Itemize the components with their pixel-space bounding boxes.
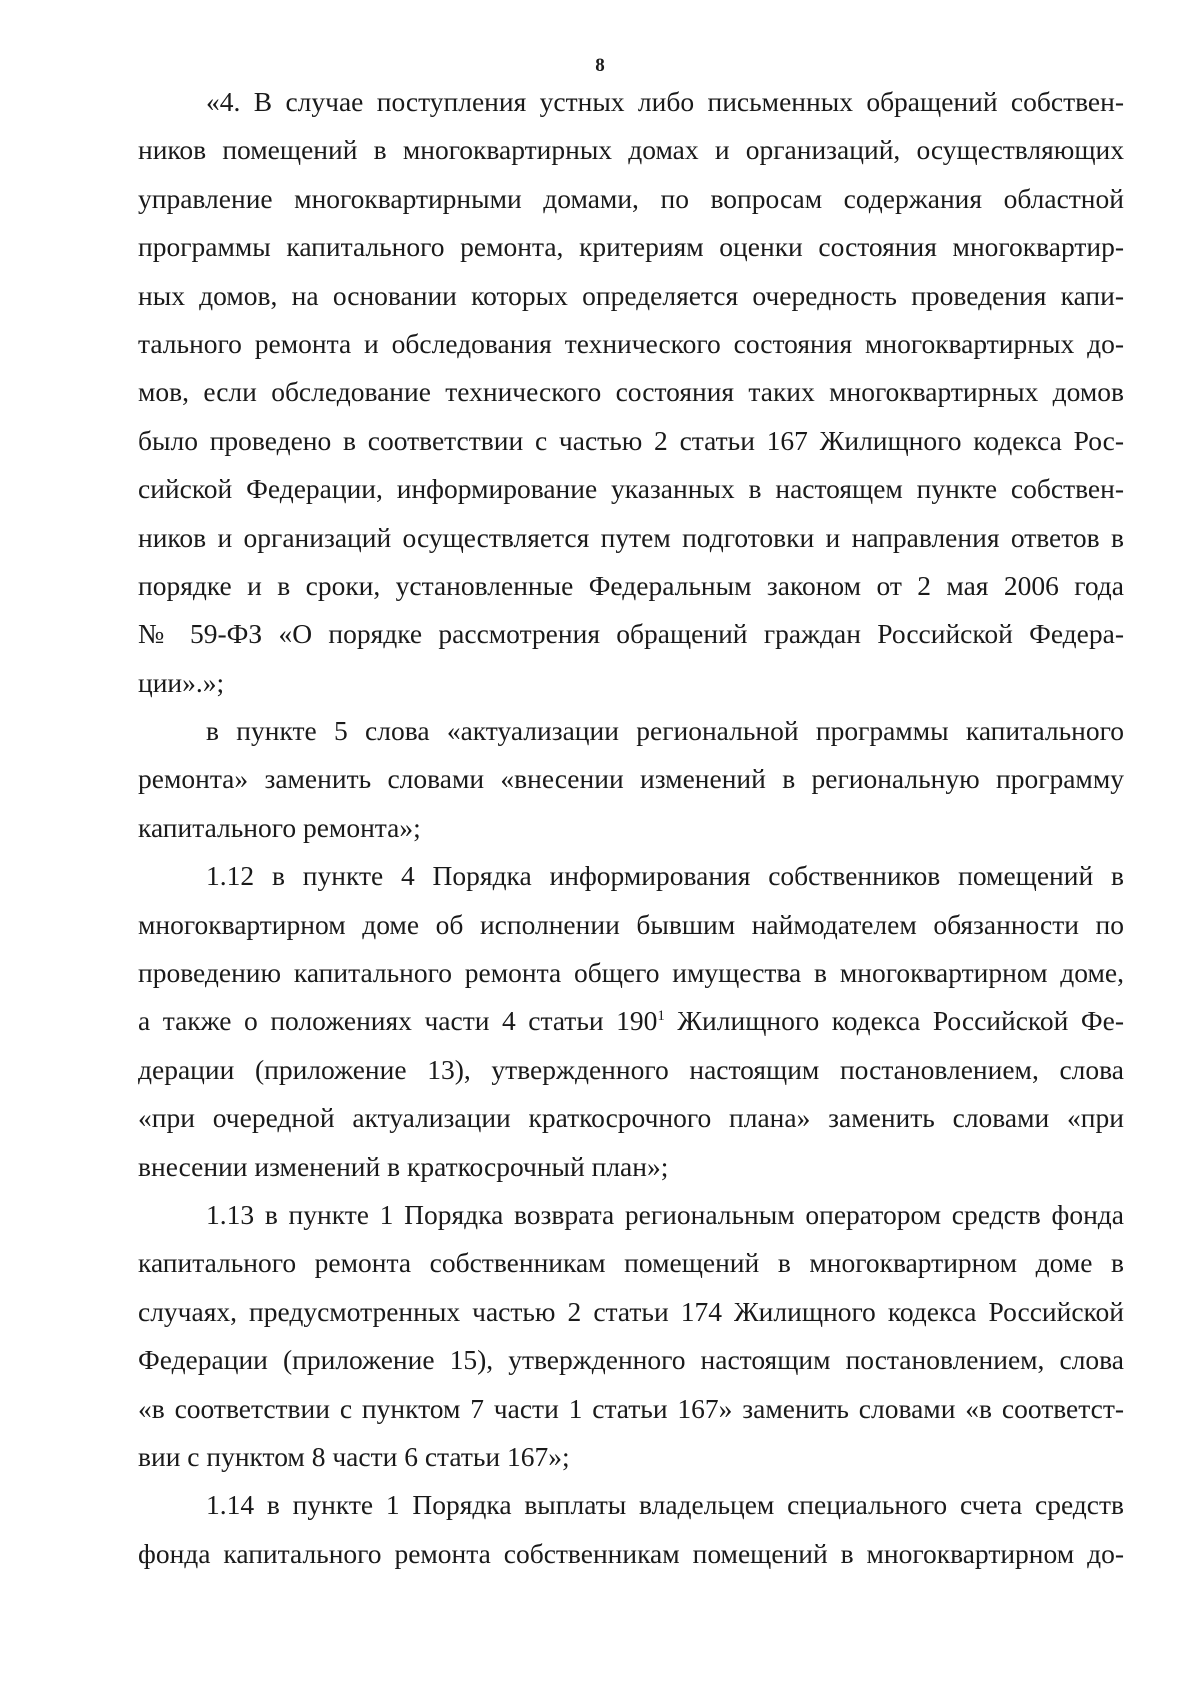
- text-line: [138, 1336, 1124, 1384]
- text-line-content: ников и организаций осуществляется путем подготовки и направления ответов в: [138, 521, 1124, 553]
- text-line-content: «при очередной актуализации краткосрочного плана» заменить словами «при: [138, 1102, 1124, 1134]
- text-line: [138, 368, 1124, 416]
- text-line: [138, 659, 1124, 707]
- text-line: [138, 1385, 1124, 1433]
- text-line: [138, 1143, 1124, 1191]
- text-line: [138, 175, 1124, 223]
- text-line: [138, 610, 1124, 658]
- text-line-content: ников помещений в многоквартирных домах и организаций, осуществляющих: [138, 134, 1124, 166]
- text-line: [138, 852, 1124, 900]
- text-line-content: управление многоквартирными домами, по вопросам содержания областной: [138, 182, 1124, 214]
- text-line: [138, 1433, 1124, 1481]
- text-line-content: программы капитального ремонта, критериям оценки состояния многоквартир-: [138, 231, 1124, 263]
- text-line-content: «4. В случае поступления устных либо письменных обращений собствен-: [206, 86, 1124, 117]
- text-line: [138, 417, 1124, 465]
- text-line-content: проведению капитального ремонта общего имущества в многоквартирном доме,: [138, 957, 1124, 989]
- text-line-content: ремонта» заменить словами «внесении изменений в региональную программу: [138, 763, 1124, 795]
- text-line: [138, 1191, 1124, 1239]
- text-line-content: № 59-ФЗ «О порядке рассмотрения обращений граждан Российской Федера-: [138, 618, 1124, 650]
- text-line-content: мов, если обследование технического состояния таких многоквартирных домов: [138, 376, 1124, 408]
- text-line: [138, 755, 1124, 803]
- text-line-content: было проведено в соответствии с частью 2 статьи 167 Жилищного кодекса Рос-: [138, 424, 1124, 456]
- text-line-content: а также о положениях части 4 статьи 190: [138, 1005, 658, 1037]
- text-line: [138, 1046, 1124, 1094]
- superscript: 1: [657, 1008, 665, 1025]
- text-line-content: капитального ремонта»;: [138, 811, 421, 843]
- text-line: [138, 223, 1124, 271]
- text-line-content: вии с пунктом 8 части 6 статьи 167»;: [138, 1440, 570, 1472]
- text-line: [138, 997, 1124, 1045]
- text-line-content: фонда капитального ремонта собственникам помещений в многоквартирном до-: [138, 1537, 1124, 1569]
- text-line-content: 1.14 в пункте 1 Порядка выплаты владельцем специального счета средств: [206, 1489, 1124, 1521]
- text-line-content: 1.13 в пункте 1 Порядка возврата региональным оператором средств фонда: [206, 1198, 1124, 1230]
- text-line: [138, 707, 1124, 755]
- document-body: [138, 78, 1124, 1578]
- text-line-content: дерации (приложение 13), утвержденного настоящим постановлением, слова: [138, 1053, 1124, 1085]
- text-line: [138, 949, 1124, 997]
- text-line-content: сийской Федерации, информирование указанных в настоящем пункте собствен-: [138, 473, 1124, 505]
- text-line-content: в пункте 5 слова «актуализации региональной программы капитального: [206, 715, 1124, 747]
- text-line-content: ных домов, на основании которых определяется очередность проведения капи-: [138, 279, 1124, 311]
- text-line: [138, 1530, 1124, 1578]
- text-line: [138, 272, 1124, 320]
- text-line: [138, 901, 1124, 949]
- text-line: [138, 1239, 1124, 1287]
- text-line: [138, 126, 1124, 174]
- text-line: [138, 78, 1124, 126]
- text-line-content: тального ремонта и обследования технического состояния многоквартирных до-: [138, 327, 1124, 359]
- text-line-content: порядке и в сроки, установленные Федеральным законом от 2 мая 2006 года: [138, 569, 1124, 601]
- text-line-content: «в соответствии с пунктом 7 части 1 статьи 167» заменить словами «в соответст-: [138, 1392, 1124, 1424]
- text-line: [138, 804, 1124, 852]
- text-line-content: Федерации (приложение 15), утвержденного настоящим постановлением, слова: [138, 1344, 1124, 1376]
- text-line-content: ции».»;: [138, 666, 225, 698]
- text-line: [138, 1481, 1124, 1529]
- text-line-content: многоквартирном доме об исполнении бывшим наймодателем обязанности по: [138, 908, 1124, 940]
- text-line: [138, 514, 1124, 562]
- text-line-content: внесении изменений в краткосрочный план»;: [138, 1150, 669, 1182]
- text-line-content: 1.12 в пункте 4 Порядка информирования собственников помещений в: [206, 860, 1124, 892]
- text-line: [138, 465, 1124, 513]
- text-line-continuation: Жилищного кодекса Российской Фе-: [664, 1005, 1124, 1037]
- text-line: [138, 320, 1124, 368]
- text-line-content: случаях, предусмотренных частью 2 статьи 174 Жилищного кодекса Российской: [138, 1295, 1124, 1327]
- page-number: 8: [595, 55, 605, 76]
- text-line-content: капитального ремонта собственникам помещений в многоквартирном доме в: [138, 1247, 1124, 1279]
- text-line: [138, 562, 1124, 610]
- text-line: [138, 1094, 1124, 1142]
- text-line: [138, 1288, 1124, 1336]
